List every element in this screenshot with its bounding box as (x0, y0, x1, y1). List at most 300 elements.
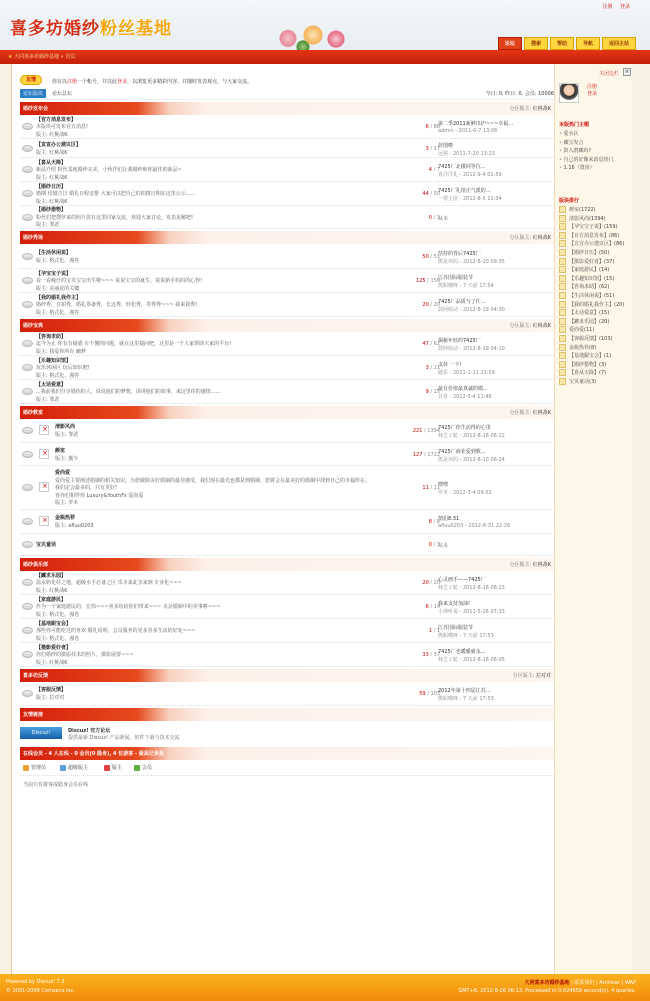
rank-item[interactable]: 【乐趣知识馆】(15) (559, 275, 624, 284)
forum-moderator[interactable]: 版主: 红桃战K (36, 131, 68, 138)
last-post-meta[interactable]: 踏乐 - 2011-1-11 21:59 (438, 370, 495, 376)
post-count: / 1 (433, 628, 440, 634)
flower-banner-image (258, 18, 358, 52)
category-moderators (513, 672, 551, 679)
category-mod-label: 分区版主: (509, 323, 532, 329)
category-moderators (509, 322, 551, 329)
forum-row[interactable] (20, 115, 554, 139)
post-count: / 103 (427, 691, 440, 697)
last-post-title[interactable]: 我来支持加油! (438, 601, 471, 607)
post-count: / 14 (430, 604, 440, 610)
site-logo[interactable]: 喜多坊婚纱粉丝基地 (10, 19, 172, 39)
forum-counts (400, 652, 440, 658)
last-post-title[interactable]: 最有价值最真诚的婚... (438, 386, 488, 392)
avatar (559, 83, 579, 103)
last-post-meta[interactable]: 林芝工航 - 2012-8-18 06:13 (438, 585, 505, 591)
category-mod-name[interactable]: 红桃战K (532, 235, 551, 241)
category-mod-name[interactable]: 红桃战K (532, 323, 551, 329)
forum-status-icon (22, 651, 33, 658)
last-post-title[interactable]: 第二季2011新鲜出炉~~~幸福... (438, 121, 514, 127)
forum-row[interactable] (20, 443, 554, 466)
rank-item[interactable]: 【婚纱日历】(50) (559, 249, 624, 258)
last-post-title[interactable]: 支持 一下! (438, 362, 462, 368)
rank-item[interactable]: 【罐求乐园】(20) (559, 318, 624, 327)
forum-desc: 那些你可能吃过的喜欢 婚礼说明，会员服务的更多喜多生活的好处~~~ (36, 628, 196, 635)
last-post-meta[interactable]: 熊职哦呀 - 7 天前 17:54 (438, 283, 494, 289)
forum-name[interactable]: 金瓶热荐 (55, 515, 76, 522)
breadcrumb[interactable]: ★ 大同喜多坊婚纱基地 » 首页 (8, 54, 76, 60)
forum-name[interactable]: 【乐趣知识馆】 (36, 357, 72, 364)
forum-moderator[interactable]: 版主: 红桃战K (36, 659, 68, 666)
last-post-title[interactable]: 7425厂品质与了什... (438, 299, 486, 305)
topic-count: 125 (416, 278, 426, 284)
forum-name[interactable]: 【官方消息发布】 (36, 116, 77, 123)
category-mod-name[interactable]: 红桃战K (532, 562, 551, 568)
last-post-title[interactable]: 佳图啦 (438, 142, 454, 149)
category-mod-name[interactable]: 红桃战K (532, 106, 551, 112)
last-post-meta[interactable]: 熊是坏的 - 2012-8-10 06:24 (438, 456, 505, 463)
topic-count: 4 (428, 167, 432, 173)
forum-row[interactable] (20, 534, 554, 556)
forum-desc: 你们婚纱的摄影技术的照片，摄影展要~~~ (36, 652, 134, 659)
forum-name[interactable]: 【婚纱日历】 (36, 183, 67, 190)
forum-row[interactable] (20, 158, 554, 182)
forum-counts (400, 254, 440, 260)
category-mod-label: 分区版主: (509, 562, 532, 568)
notice-text: 你有以注册一个帐号，并以此登录，以浏览更多精彩内容，并随时发表观点，与大家交流。 (52, 79, 253, 85)
category-moderators (509, 234, 551, 241)
last-post-meta[interactable]: 小弹听说 - 2011-5-26 07:33 (438, 609, 505, 615)
forum-name[interactable]: 【客服反馈】 (36, 687, 67, 694)
forum-name[interactable]: 【婚纱猎物】 (36, 207, 67, 214)
forum-counts (400, 691, 440, 697)
forum-counts (400, 146, 440, 152)
topic-count: 127 (412, 451, 423, 458)
last-post-meta[interactable]: 一帮土匪 - 2012-8-5 11:04 (438, 196, 502, 202)
forum-name[interactable]: 【宣宣办公建议区】 (36, 141, 82, 148)
rank-item[interactable]: 清影风尚(1394) (559, 215, 624, 224)
forum-status-icon (22, 427, 33, 434)
category-mod-label: 分区版主: (509, 410, 532, 416)
hot-item[interactable]: • 藏宝发言 (559, 139, 614, 148)
admin-icon (23, 765, 29, 771)
forum-desc: 爱尚爱主要阐述婚姻的相关知识，为您破除美好婚姻的最佳感受，我们现在最先也都是到婚姻，您将会在最美好的婚姻中找到自己的幸福所在。 (55, 477, 371, 484)
forum-row[interactable] (20, 182, 554, 206)
forum-desc: ...我前我们分享婚你的人，说说他们的梦想，讲讲他们的故事，来这里你的感情...... (36, 389, 221, 396)
topic-count: 33 (422, 652, 429, 658)
last-post-title[interactable]: 江苏国际服装节 (438, 275, 474, 281)
forum-name[interactable]: 颜室 (55, 447, 66, 454)
last-post-meta[interactable]: 讨喜 - 2012-5-4 11:46 (438, 394, 492, 400)
nav-home[interactable]: 返回主站 (602, 37, 636, 50)
footer-misc-links[interactable]: | 联系我们 | Archiver | WAP (571, 980, 636, 986)
post-count: / 11 (430, 365, 440, 371)
forum-moderator[interactable]: 版主: 格式化、漫卷 (36, 635, 80, 642)
forum-status-icon (22, 253, 33, 260)
last-post-none: 从未 (438, 215, 449, 222)
link-row (20, 721, 554, 741)
forum-name[interactable]: 【家庭游民】 (36, 596, 67, 603)
supermod-icon (60, 765, 66, 771)
main-nav (498, 37, 636, 50)
forum-status-icon (22, 579, 33, 586)
footer-info: GMT+8, 2012-8-26 06:13, Processed in 0.024659 second(s), 4 queries. (458, 988, 636, 994)
post-count: / 3 (433, 542, 440, 548)
forum-moderator[interactable]: 版主: 格式化、漫卷 (36, 257, 80, 264)
forum-row[interactable] (20, 419, 554, 443)
forum-moderator[interactable]: 版主: 格式化、漫卷 (36, 611, 80, 618)
last-post-title[interactable]: 7425厂礼馆正气派的... (438, 188, 491, 194)
footer-site-link[interactable]: 大同喜多坊婚纱基地 (524, 980, 570, 986)
category-header[interactable] (20, 558, 554, 571)
rank-item[interactable]: 【孕宝宝子说】(159) (559, 223, 624, 232)
notice-register-link[interactable]: 注册 (67, 79, 78, 85)
rank-item[interactable]: 【宣宣办公建议区】(86) (559, 240, 624, 249)
last-post-meta[interactable]: 鼓阿组动 - 2012-8-19 04:10 (438, 346, 505, 352)
forum-status-icon (22, 690, 33, 697)
category-name[interactable]: 婚纱秀场 (23, 235, 44, 241)
forum-row[interactable] (20, 293, 554, 317)
forum-status-icon (22, 603, 33, 610)
last-post-meta[interactable]: 喜洋洋礼 - 2012-9-4 01:59 (438, 172, 502, 178)
link-desc: 提供最新 Discuz! 产品新闻、软件下载与技术交流 (68, 735, 180, 741)
rank-item[interactable]: 【太话爱意】(15) (559, 309, 624, 318)
category-name[interactable]: 婚纱教室 (23, 410, 44, 416)
forum-row[interactable] (20, 206, 554, 229)
category-header[interactable] (20, 669, 554, 682)
forum-desc: 婚期 结婚吉日 婚礼日程安排 大家可以把自己的拍摄日期在这里公示...... (36, 191, 196, 198)
category-name[interactable]: 婚纱宝典 (23, 323, 44, 329)
forum-counts (400, 341, 440, 347)
last-post-meta[interactable]: 鼓阿组动 - 2012-8-19 04:30 (438, 307, 505, 313)
forum-desc: 新品介绍 粉丝基地婚纱完美，小伙伴们让我婚纱和你最佳的新品~ (36, 167, 182, 174)
top-links (596, 3, 630, 10)
forum-desc: 迄今为止 你有有疑惑 有不懂的问题，就在这里提问吧，这里是一个大家帮助大家的平台! (36, 341, 232, 348)
forum-status-icon (22, 451, 33, 458)
legend-supermod: 超级版主 (60, 764, 88, 771)
topic-count: 59 (419, 691, 426, 697)
last-post-title[interactable]: 江苏国际服装节 (438, 625, 474, 631)
forum-counts (400, 302, 440, 308)
legend-member: 会员 (134, 764, 152, 771)
forum-row[interactable] (20, 269, 554, 293)
sidebar (554, 64, 632, 974)
topic-count: 3 (425, 365, 429, 371)
topic-count: 221 (412, 428, 423, 434)
legend-admin: 管理员 (23, 764, 46, 771)
rank-item[interactable]: 【官方消息发布】(86) (559, 232, 624, 241)
forum-desc: 我们定会最多的，只有更好! (55, 485, 118, 492)
header (0, 0, 650, 50)
forum-status-icon (22, 190, 33, 197)
category-moderators (509, 409, 551, 416)
category-mod-label: 分区版主: (512, 673, 535, 679)
rank-item[interactable]: 【家庭游民】(14) (559, 266, 624, 275)
rank-item[interactable]: 金瓶热荐(8) (559, 344, 624, 353)
close-sidebar-link[interactable]: 关闭边栏 (599, 71, 620, 77)
forum-name[interactable]: 【生活休闲说】 (36, 249, 72, 256)
register-link[interactable]: 注册 (602, 4, 613, 10)
sidebar-register-link[interactable]: 注册 (587, 84, 598, 90)
post-count: / 62 (430, 341, 440, 347)
forum-moderator[interactable]: 版主: 罪恶 (36, 222, 60, 229)
copyright: © 2001-2009 Comsenz Inc. (6, 988, 75, 994)
topic-count: 47 (422, 341, 429, 347)
forum-moderator[interactable]: 版主: 红桃战K (36, 587, 68, 594)
forum-image-icon (39, 482, 49, 492)
rank-item[interactable]: 颜室(1722) (559, 206, 624, 215)
forum-name[interactable]: 【摄影爱好者】 (36, 644, 72, 651)
forum-counts (400, 215, 440, 221)
hot-item[interactable]: • 1.16（置顶） (559, 164, 614, 173)
post-count: / 11 (430, 485, 440, 491)
hot-list (559, 130, 614, 173)
forum-counts (400, 485, 440, 491)
forum-desc: 粉丝们把搜罗来的照片放在这里同家交流，欢迎大家讨论，发表见解吧! (36, 214, 194, 221)
topic-count: 20 (422, 580, 429, 586)
forum-moderator[interactable]: 版主: 红桃战K (36, 198, 68, 205)
forum-status-icon (22, 301, 33, 308)
topic-count: 6 (425, 604, 429, 610)
nav-search[interactable]: 搜索 (524, 37, 548, 50)
forum-counts (400, 542, 440, 548)
forum-row[interactable] (20, 356, 554, 380)
forum-status-icon (22, 277, 33, 284)
forum-counts (400, 580, 440, 586)
discuz-logo[interactable]: Discuz! (20, 727, 62, 739)
last-post-title[interactable]: 心灵画手——7425厂 (438, 577, 486, 583)
notice-tag: 友情 (20, 75, 42, 85)
forum-desc: 本版块可发布官方消息! (36, 124, 89, 131)
last-post-meta[interactable]: afluu0203 - 2012-8-31 22:26 (438, 523, 511, 529)
forum-row[interactable] (20, 332, 554, 356)
rank-list (559, 206, 624, 386)
last-post-title[interactable]: 坚持的背后7425厂 (438, 250, 481, 257)
last-post-title[interactable]: 嘿嘿 (438, 482, 449, 488)
category-header[interactable] (20, 319, 554, 332)
forum-status-icon (22, 364, 33, 371)
category-name[interactable]: 婚纱发布会 (23, 106, 49, 112)
forum-image-icon (39, 425, 49, 435)
rank-item[interactable]: 【我的婚礼我作主】(20) (559, 301, 624, 310)
sidebar-login (587, 84, 597, 98)
forum-row[interactable] (20, 244, 554, 269)
forum-row[interactable] (20, 571, 554, 595)
mod-icon (104, 765, 110, 771)
footer-links (525, 979, 636, 986)
forum-image-icon (39, 516, 49, 526)
category-moderators (509, 105, 551, 112)
last-post-meta[interactable]: 熊职哦呀 - 7 天前 17:53 (438, 633, 494, 639)
forum-row[interactable] (20, 466, 554, 510)
last-post-title[interactable]: 2012年第十四届江苏... (438, 688, 491, 694)
legend-mod: 版主 (104, 764, 122, 771)
hot-title: 本版热门主题 (559, 122, 590, 128)
rank-item[interactable]: 【婚纱猎物】(3) (559, 361, 624, 370)
forum-counts (400, 452, 440, 458)
forum-content (20, 64, 554, 793)
forum-counts (400, 604, 440, 610)
notice-bar (20, 64, 554, 86)
member-icon (134, 765, 140, 771)
hot-item[interactable]: • 爱水区 (559, 130, 614, 139)
online-header: 在线会员 - 4 人在线 - 0 会员(0 隐身), 4 位游客 - 最高记录是 (20, 747, 554, 760)
forum-status-icon (22, 123, 33, 130)
rank-item[interactable]: 【咨询求助】(62) (559, 283, 624, 292)
forum-moderator[interactable]: 版主: 我爱你所有 幽梦 (36, 348, 86, 355)
forum-moderator[interactable]: 版主: 罪恶 (55, 432, 79, 438)
hot-item[interactable]: • 自己的好像来消息热门 (559, 156, 614, 165)
topic-count: 44 (422, 191, 429, 197)
forum-moderator[interactable]: 版主: 格式化、漫卷 (36, 309, 80, 316)
star-icon: ★ (8, 54, 15, 60)
forum-list-button[interactable]: 论坛版块 (20, 89, 46, 98)
stats-row (20, 86, 554, 100)
nav-forum[interactable]: 论坛 (498, 37, 522, 50)
rank-item[interactable]: 爱尚爱(11) (559, 326, 624, 335)
rank-item[interactable]: 【摄影爱好者】(37) (559, 258, 624, 267)
forum-status-icon (22, 145, 33, 152)
forum-status-icon (22, 166, 33, 173)
category-mod-name[interactable]: 红桃战K (532, 410, 551, 416)
forum-moderator[interactable]: 版主: 红桃战K (36, 149, 68, 156)
last-post-meta[interactable]: 林芝工航 - 2012-8-18 06:05 (438, 657, 505, 663)
close-icon[interactable]: × (624, 69, 630, 75)
last-post-meta[interactable]: 熊职哦呀 - 7 天前 17:53 (438, 696, 494, 702)
forum-moderator[interactable]: 版主: 靓少 (55, 455, 79, 462)
forum-counts (400, 191, 440, 197)
forum-desc: 婚纱秀，自拍秀，婚礼筹备秀，长这秀，轻松秀，等秀秀~~~ 我来我秀! (36, 302, 198, 309)
rank-item[interactable]: 【基地跟宝会】(1) (559, 352, 624, 361)
last-post-meta[interactable]: 罗本 - 2012-3-4 09:52 (438, 490, 492, 496)
topic-count: 6 (425, 124, 429, 130)
last-post-none: 从未 (438, 543, 449, 549)
forum-row[interactable] (20, 643, 554, 667)
forum-moderator[interactable]: 版主: 美丽花的关键 (36, 285, 80, 292)
hot-item[interactable]: • 鼓入潜藏吗? (559, 147, 614, 156)
forum-desc: 喜你们相伴你 Luxury&YouthFs 爱尚爱 (55, 492, 144, 499)
forum-name[interactable]: 宝贝童话 (36, 542, 57, 549)
forum-moderator[interactable]: 版主: 罗本 (55, 500, 79, 507)
forum-name[interactable]: 【孕宝宝子说】 (36, 270, 72, 277)
forum-name[interactable]: 【基地跟宝会】 (36, 620, 72, 627)
forum-counts (400, 389, 440, 395)
forum-moderator[interactable]: 版主: 罪恶 (36, 396, 60, 403)
category-header[interactable] (20, 102, 554, 115)
last-post-title[interactable]: 情侣8.31 (438, 516, 460, 522)
topic-count: 3 (425, 145, 429, 152)
post-count: / 3 (433, 214, 440, 221)
post-count: / 159 (427, 278, 440, 284)
category-mod-label: 分区版主: (509, 235, 532, 241)
last-post-title[interactable]: 7425厂商业爱到歌... (438, 448, 486, 455)
links-header: 友情链接 (20, 708, 554, 721)
forum-counts (400, 365, 440, 371)
post-count: / 1394 (424, 428, 440, 434)
forum-moderator[interactable]: 版主: 格式化、漫卷 (36, 372, 80, 379)
category-header[interactable] (20, 231, 554, 244)
post-count: / 51 (430, 253, 440, 260)
forum-desc: 温水奶化娃之地，超级水手必备之区 乐享来此享来到 专业化~~~ (36, 580, 182, 587)
category-mod-name[interactable]: 拉对对 (535, 673, 551, 679)
forum-name[interactable]: 【喜从天降】 (36, 159, 67, 166)
forum-desc: 玩乐休闲区 玩后知识吧! (36, 365, 90, 372)
forum-name[interactable]: 【我的婚礼我作主】 (36, 294, 82, 301)
sidebar-login-link[interactable]: 登录 (587, 91, 598, 97)
nav-guide[interactable]: 导航 (576, 37, 600, 50)
online-legend (20, 760, 554, 776)
last-post-meta[interactable]: 林芝工航 - 2012-8-18 06:22 (438, 433, 505, 439)
last-post-title[interactable]: 7425厂也暖暖就永... (438, 649, 486, 655)
post-count: / 17 (430, 145, 440, 152)
last-post-meta[interactable]: 熊是坏的 - 2012-8-10 09:35 (438, 258, 505, 265)
forum-name[interactable]: 【罐求乐园】 (36, 572, 67, 579)
notice-login-link[interactable]: 登录 (117, 79, 128, 85)
post-count: / 7 (433, 167, 440, 173)
rank-item[interactable]: 【喜从天降】(7) (559, 369, 624, 378)
last-post-title[interactable]: 7425厂北楼同等位... (438, 164, 486, 170)
forum-name[interactable]: 清影风尚 (55, 424, 76, 431)
rank-item[interactable]: 宝贝童话(3) (559, 378, 624, 387)
forum-row[interactable] (20, 380, 554, 404)
login-link[interactable]: 登录 (619, 4, 630, 10)
forum-counts (400, 628, 440, 634)
forum-moderator[interactable]: 版主: 红桃战K (36, 174, 68, 181)
post-count: / 50 (430, 191, 440, 197)
forum-row[interactable] (20, 139, 554, 158)
topic-count: 11 (422, 485, 429, 491)
forum-status-icon (22, 541, 33, 548)
forum-row[interactable] (20, 510, 554, 534)
post-count: / 8 (433, 519, 440, 525)
post-count: / 15 (430, 389, 440, 395)
forum-name[interactable]: 【咨询求助】 (36, 333, 67, 340)
forum-desc: 作为一个家庭游民的，宏伟~~~喜多坊给你们带来~~~ 夹杂婚姻中的美事啦~~~ (36, 604, 221, 611)
online-note: 当前只有游客或隐身会员在线 (23, 782, 89, 788)
last-post-title[interactable]: 揭秘年轻的7425厂 (438, 338, 481, 344)
topic-count: 0 (428, 542, 432, 548)
category-mod-label: 分区版主: (509, 106, 532, 112)
topic-count: 20 (422, 302, 429, 308)
last-post-meta[interactable]: admin - 2011-6-7 13:06 (438, 128, 498, 134)
topic-count: 1 (428, 628, 432, 634)
forum-name[interactable]: 【太话爱意】 (36, 381, 67, 388)
powered-by[interactable]: Powered by Discuz! 7.2 (6, 979, 65, 985)
rank-item[interactable]: 【生活休闲说】(51) (559, 292, 624, 301)
forum-moderator[interactable]: 论坛总坛 (52, 91, 73, 97)
category-header[interactable] (20, 406, 554, 419)
forum-status-icon (22, 627, 33, 634)
last-post-meta[interactable]: 远骆 - 2011-7-20 13:23 (438, 150, 495, 157)
forum-status-icon (22, 214, 33, 221)
nav-help[interactable]: 帮助 (550, 37, 574, 50)
rank-item[interactable]: 【客服反馈】(103) (559, 335, 624, 344)
forum-row[interactable] (20, 595, 554, 619)
forum-moderator[interactable]: 版主: 拉对对 (36, 695, 65, 701)
main-panel (11, 64, 632, 974)
forum-stats: 今日: 0, 昨日: 0, 会员: 10006 (485, 91, 554, 97)
last-post-title[interactable]: 7425厂你生活得的心里 (438, 425, 491, 431)
topic-count: 9 (425, 389, 429, 395)
forum-moderator[interactable]: 版主: afluu0203 (55, 523, 94, 529)
forum-row[interactable] (20, 682, 554, 706)
post-count: / 86 (430, 124, 440, 130)
category-name[interactable]: 婚纱俱乐部 (23, 562, 49, 568)
forum-row[interactable] (20, 619, 554, 643)
link-name[interactable]: Discuz! 官方论坛 (68, 728, 111, 734)
forum-name[interactable]: 爱尚爱 (55, 470, 71, 476)
category-name[interactable]: 喜多坊反馈 (23, 673, 49, 679)
